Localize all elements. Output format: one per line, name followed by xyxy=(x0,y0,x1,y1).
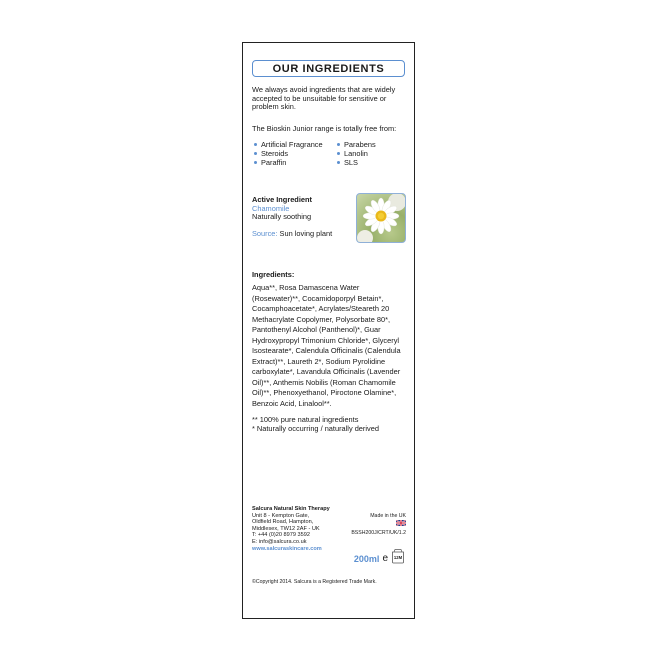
free-from-item: Parabens xyxy=(335,140,376,149)
uk-flag-icon xyxy=(396,520,406,526)
free-from-item: Lanolin xyxy=(335,149,376,158)
company-block xyxy=(252,506,352,552)
free-from-item: Artificial Fragrance xyxy=(252,140,323,149)
company-email: E: info@salcura.co.uk xyxy=(252,538,307,545)
ingredients-list: Aqua**, Rosa Damascena Water (Rosewater)**, Cocamidoporpyl Betain*, Cocamphoacetate*, Acrylates/Steareth 20 Methacrylate Copolymer, Polysorbate 80*, Pantothenyl Alcohol (Panthenol)*, Guar Hydroxypropyl Trimonium Chloride*, Glyceryl Isostearate*, Calendula Officinalis (Calendula Extract)**, Laureth 2*, Sodium Pyrolidine carboxylate*, Lavandula Officinalis (Lavender Oil)**, Anthemis Nobilis (Roman Chamomile Oil)**, Phenoxyethanol, Piroctone Olamine*, Benzoic Acid, Linalool**. xyxy=(252,283,401,408)
chamomile-flower-photo xyxy=(356,193,406,243)
ingredients-heading: Ingredients: xyxy=(252,270,295,279)
made-in-text: Made in the UK xyxy=(370,513,406,519)
copyright-text: ©Copyright 2014. Salcura is a Registered Trade Mark. xyxy=(252,579,377,585)
product-code: BSSH200J/CRT/UK/1.2 xyxy=(351,530,406,537)
company-phone: T: +44 (0)20 8979 3592 xyxy=(252,532,311,539)
estimated-sign: e xyxy=(382,553,388,564)
volume-block xyxy=(354,548,405,564)
volume-text: 200ml xyxy=(353,554,380,564)
active-ingredient-name: Chamomile xyxy=(252,203,290,213)
free-from-item: Steroids xyxy=(252,149,323,158)
active-ingredient-source: Source: Sun loving plant xyxy=(252,228,333,238)
footnote: ** 100% pure natural ingredients xyxy=(252,415,359,424)
section-title-text: OUR INGREDIENTS xyxy=(272,62,385,75)
free-from-item: Paraffin xyxy=(252,158,323,167)
company-name: Salcura Natural Skin Therapy xyxy=(252,506,330,512)
company-website: www.salcuraskincare.com xyxy=(252,545,322,552)
active-ingredient-heading: Active Ingredient xyxy=(252,195,312,204)
free-from-heading: The Bioskin Junior range is totally free from: xyxy=(252,124,397,133)
company-address-line: Unit 8 - Kempton Gate, xyxy=(252,512,310,519)
company-address-line: Oldfield Road, Hampton, xyxy=(252,519,314,526)
product-label xyxy=(242,42,415,619)
chamomile-flower-icon xyxy=(357,194,406,243)
company-address-line: Middlesex, TW12 2AF - UK xyxy=(252,525,320,532)
origin-block xyxy=(351,513,406,537)
section-title xyxy=(252,60,405,77)
active-ingredient-block xyxy=(252,196,352,238)
pao-text: 12M xyxy=(393,555,403,560)
footnotes xyxy=(252,416,406,433)
footnote: * Naturally occurring / naturally derived xyxy=(252,423,379,433)
free-from-list-left xyxy=(252,140,323,168)
intro-text: We always avoid ingredients that are widely accepted to be unsuitable for sensitive or problem skin. xyxy=(252,85,396,112)
free-from-item: SLS xyxy=(335,158,376,167)
free-from-list-right xyxy=(335,140,376,168)
active-ingredient-benefit: Naturally soothing xyxy=(252,212,312,222)
pao-jar-icon xyxy=(391,548,405,564)
